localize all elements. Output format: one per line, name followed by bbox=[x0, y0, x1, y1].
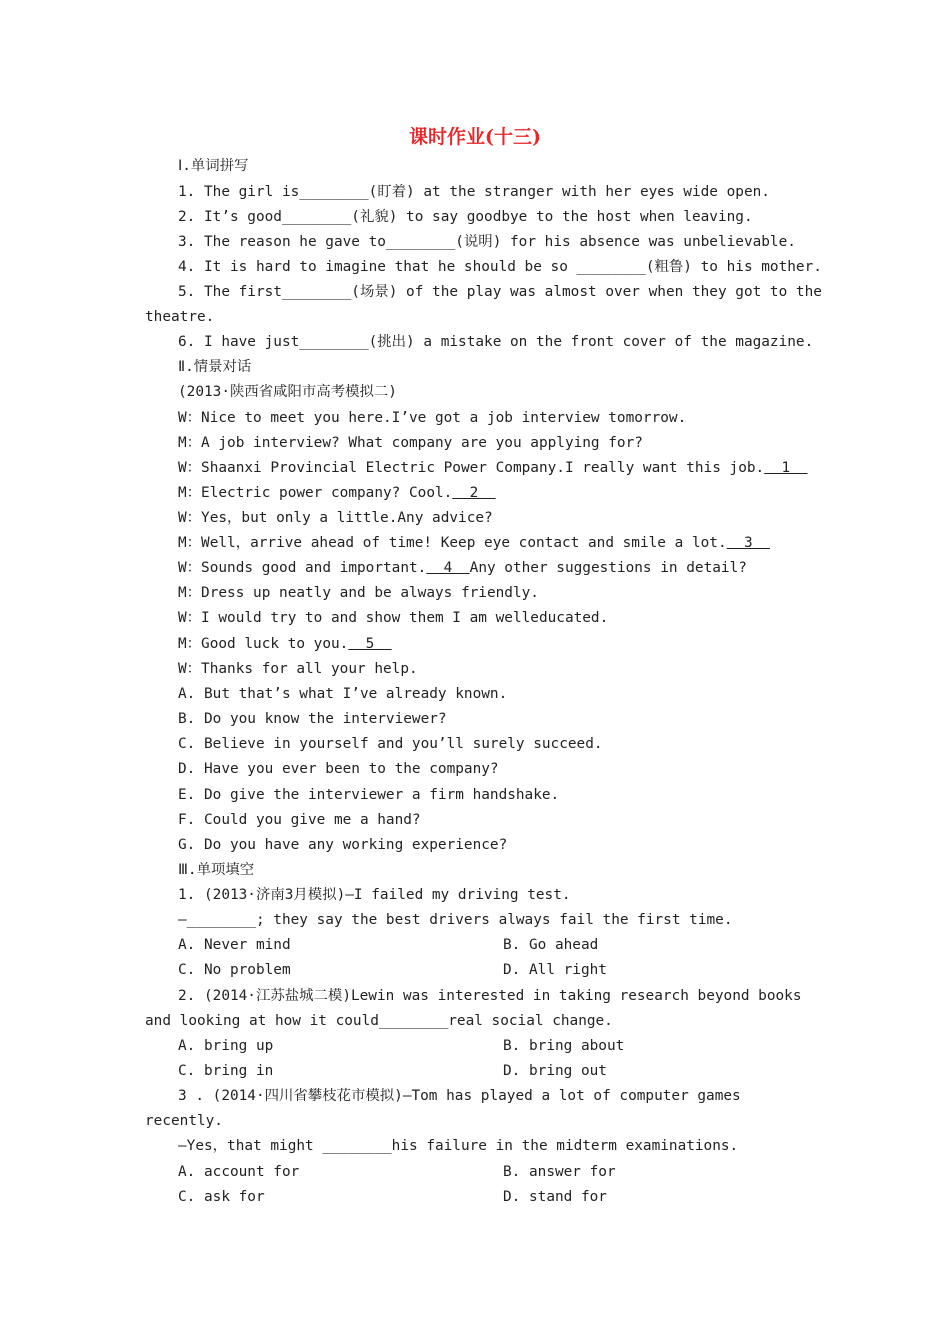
option-g: G. Do you have any working experience? bbox=[178, 837, 508, 853]
option-b: B. Do you know the interviewer? bbox=[178, 711, 447, 727]
choice-question-3: 3 . (2014·四川省攀枝花市模拟)—Tom has played a lot of computer games bbox=[178, 1088, 741, 1104]
choice-question-3-cont: recently. bbox=[145, 1113, 223, 1129]
spelling-question-4: 4. It is hard to imagine that he should be so ________(粗鲁) to his mother. bbox=[178, 259, 822, 275]
section-2-heading: Ⅱ.情景对话 bbox=[178, 359, 252, 375]
q1-option-b: B. Go ahead bbox=[503, 937, 599, 953]
spelling-question-3: 3. The reason he gave to________(说明) for his absence was unbelievable. bbox=[178, 234, 796, 250]
dialogue-line-5: W：Yes，but only a little.Any advice? bbox=[178, 510, 493, 526]
dialogue-text: W：Sounds good and important. bbox=[178, 560, 427, 576]
dialogue-line-1: W：Nice to meet you here.I’ve got a job interview tomorrow. bbox=[178, 410, 687, 426]
q1-option-a: A. Never mind bbox=[178, 937, 291, 953]
dialogue-line-6 bbox=[178, 533, 770, 553]
dialogue-line-11: W：Thanks for all your help. bbox=[178, 661, 418, 677]
section-3-heading: Ⅲ.单项填空 bbox=[178, 862, 255, 878]
blank-4: 4 bbox=[426, 560, 470, 576]
dialogue-text: M：Well，arrive ahead of time! Keep eye contact and smile a lot. bbox=[178, 535, 727, 551]
q2-option-b: B. bring about bbox=[503, 1038, 625, 1054]
dialogue-line-2: M：A job interview? What company are you applying for? bbox=[178, 435, 643, 451]
blank-3: 3 bbox=[726, 535, 770, 551]
dialogue-text: W：Shaanxi Provincial Electric Power Company.I really want this job. bbox=[178, 460, 765, 476]
q3-option-a: A. account for bbox=[178, 1164, 300, 1180]
q2-option-c: C. bring in bbox=[178, 1063, 274, 1079]
q3-option-d: D. stand for bbox=[503, 1189, 607, 1205]
dialogue-text: M：Electric power company? Cool. bbox=[178, 485, 453, 501]
dialogue-line-8: M：Dress up neatly and be always friendly. bbox=[178, 585, 539, 601]
spelling-question-5: 5. The first________(场景) of the play was almost over when they got to the bbox=[178, 284, 822, 300]
section-1-heading: Ⅰ.单词拼写 bbox=[178, 158, 249, 174]
option-e: E. Do give the interviewer a firm handshake. bbox=[178, 787, 560, 803]
dialogue-text-cont: Any other suggestions in detail? bbox=[469, 560, 747, 576]
spelling-question-5-cont: theatre. bbox=[145, 309, 215, 325]
choice-question-2-cont: and looking at how it could________real social change. bbox=[145, 1013, 613, 1029]
spelling-question-2: 2. It’s good________(礼貌) to say goodbye to the host when leaving. bbox=[178, 209, 753, 225]
page-title: 课时作业(十三) bbox=[409, 126, 541, 148]
choice-question-2: 2. (2014·江苏盐城二模)Lewin was interested in taking research beyond books bbox=[178, 988, 802, 1004]
option-f: F. Could you give me a hand? bbox=[178, 812, 421, 828]
choice-question-3-reply: —Yes，that might ________his failure in the midterm examinations. bbox=[178, 1138, 739, 1154]
dialogue-line-10 bbox=[178, 634, 392, 654]
q1-option-d: D. All right bbox=[503, 962, 607, 978]
dialogue-source: (2013·陕西省咸阳市高考模拟二) bbox=[178, 384, 397, 400]
q2-option-a: A. bring up bbox=[178, 1038, 274, 1054]
dialogue-line-4 bbox=[178, 483, 496, 503]
dialogue-line-3 bbox=[178, 458, 808, 478]
q1-option-c: C. No problem bbox=[178, 962, 291, 978]
spelling-question-6: 6. I have just________(挑出) a mistake on the front cover of the magazine. bbox=[178, 334, 814, 350]
dialogue-line-7 bbox=[178, 558, 747, 578]
blank-2: 2 bbox=[452, 485, 496, 501]
q2-option-d: D. bring out bbox=[503, 1063, 607, 1079]
blank-1: 1 bbox=[764, 460, 808, 476]
choice-question-1: 1. (2013·济南3月模拟)—I failed my driving test. bbox=[178, 887, 571, 903]
option-d: D. Have you ever been to the company? bbox=[178, 761, 499, 777]
option-a: A. But that’s what I’ve already known. bbox=[178, 686, 508, 702]
dialogue-line-9: W：I would try to and show them I am welleducated. bbox=[178, 610, 609, 626]
choice-question-1-cont: —________; they say the best drivers always fail the first time. bbox=[178, 912, 733, 928]
blank-5: 5 bbox=[348, 636, 392, 652]
q3-option-b: B. answer for bbox=[503, 1164, 616, 1180]
option-c: C. Believe in yourself and you’ll surely succeed. bbox=[178, 736, 603, 752]
spelling-question-1: 1. The girl is________(盯着) at the stranger with her eyes wide open. bbox=[178, 184, 770, 200]
q3-option-c: C. ask for bbox=[178, 1189, 265, 1205]
dialogue-text: M：Good luck to you. bbox=[178, 636, 349, 652]
